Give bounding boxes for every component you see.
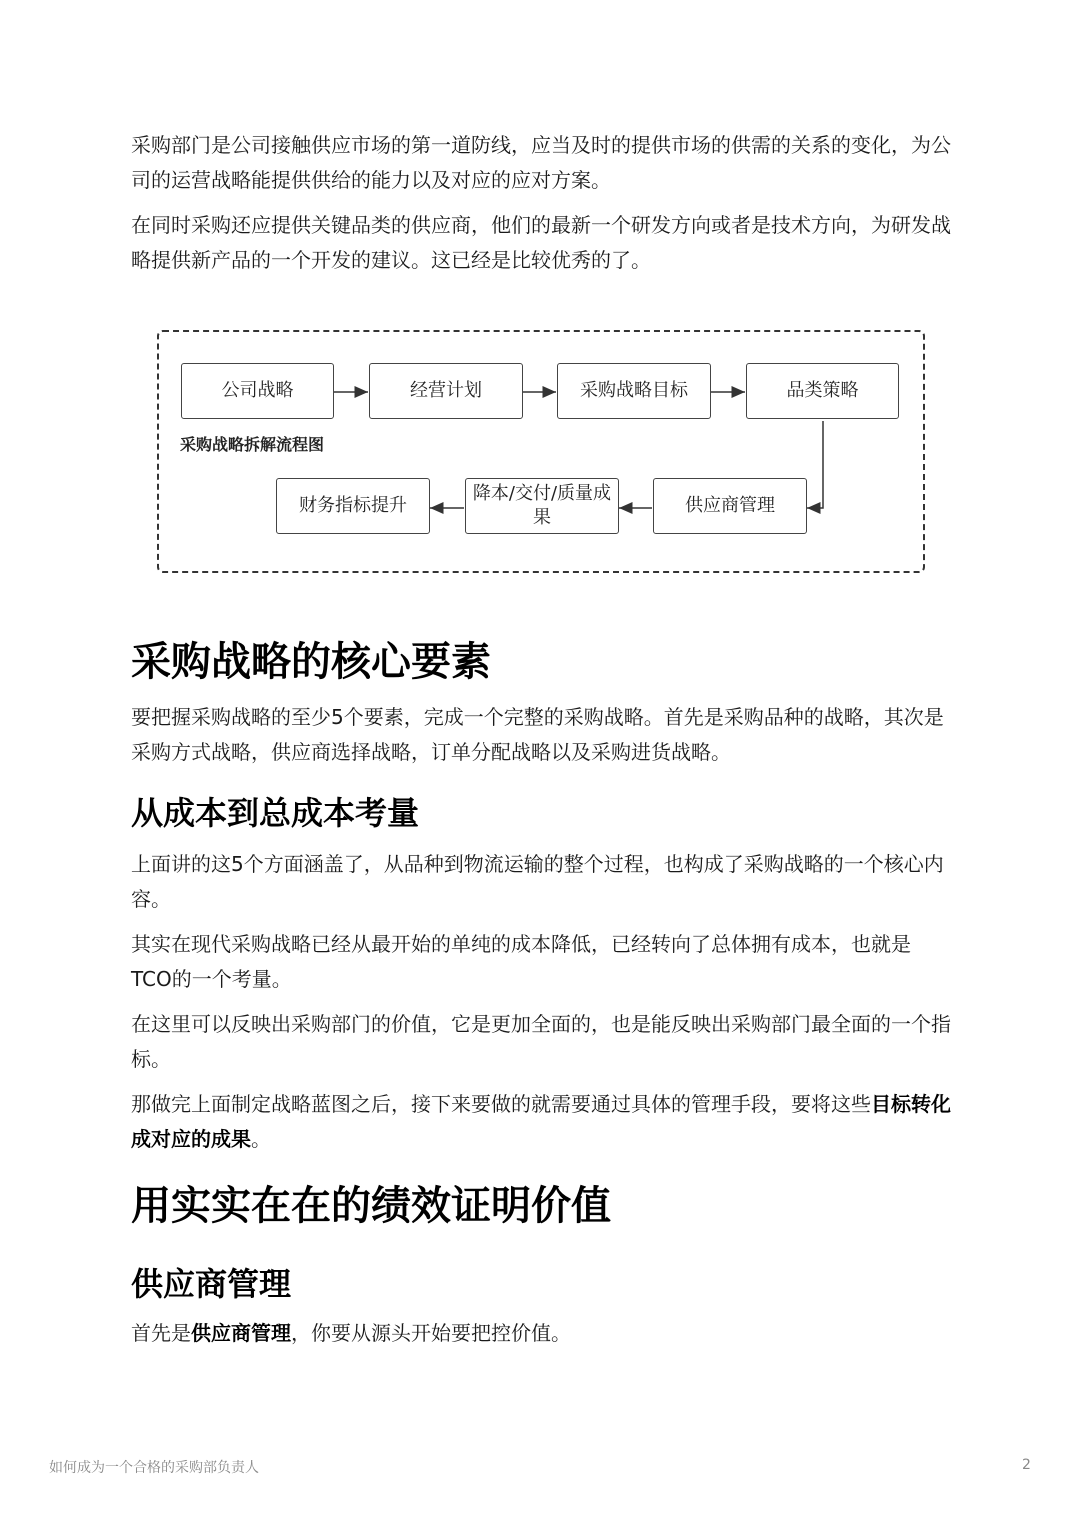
intro-block bbox=[131, 128, 951, 288]
flowchart-caption: 采购战略拆解流程图 bbox=[180, 435, 325, 454]
footer-page-number: 2 bbox=[1022, 1457, 1031, 1473]
node-supplier-management: 供应商管理 bbox=[653, 478, 807, 534]
arrow-4 bbox=[807, 421, 823, 508]
section-total-cost bbox=[131, 789, 951, 1167]
footer-document-title: 如何成为一个合格的采购部负责人 bbox=[49, 1460, 259, 1476]
total-cost-paragraph-4 bbox=[131, 1087, 951, 1157]
core-elements-paragraph: 要把握采购战略的至少5个要素，完成一个完整的采购战略。首先是采购品种的战略，其次是采购方式战略，供应商选择战略，订单分配战略以及采购进货战略。 bbox=[131, 705, 944, 764]
intro-paragraph-2: 在同时采购还应提供关键品类的供应商，他们的最新一个研发方向或者是技术方向，为研发战略提供新产品的一个开发的建议。这已经是比较优秀的了。 bbox=[131, 213, 951, 272]
supplier-management-paragraph bbox=[131, 1316, 951, 1351]
p4-bold-text: 目标转化成对应的成果 bbox=[131, 1092, 951, 1151]
node-cost-delivery-quality: 降本/交付/质量成果 bbox=[465, 478, 619, 534]
node-company-strategy: 公司战略 bbox=[181, 363, 334, 419]
section-performance bbox=[131, 1176, 951, 1361]
p1-bold-text: 供应商管理 bbox=[191, 1321, 291, 1345]
strategy-flowchart bbox=[157, 330, 925, 573]
heading-performance: 用实实在在的绩效证明价值 bbox=[131, 1183, 611, 1229]
section-core-elements bbox=[131, 632, 951, 780]
heading-core-elements: 采购战略的核心要素 bbox=[131, 639, 491, 685]
node-procurement-goals: 采购战略目标 bbox=[557, 363, 711, 419]
heading-supplier-management: 供应商管理 bbox=[131, 1265, 292, 1303]
node-financial-metrics: 财务指标提升 bbox=[276, 478, 430, 534]
node-business-plan: 经营计划 bbox=[369, 363, 523, 419]
total-cost-paragraph-1: 上面讲的这5个方面涵盖了，从品种到物流运输的整个过程，也构成了采购战略的一个核心内容。 bbox=[131, 852, 944, 911]
p4-end-text: 。 bbox=[251, 1127, 271, 1151]
total-cost-paragraph-2: 其实在现代采购战略已经从最开始的单纯的成本降低，已经转向了总体拥有成本，也就是TCO的一个考量。 bbox=[131, 932, 911, 991]
heading-total-cost: 从成本到总成本考量 bbox=[131, 794, 420, 832]
intro-paragraph-1: 采购部门是公司接触供应市场的第一道防线，应当及时的提供市场的供需的关系的变化，为公司的运营战略能提供供给的能力以及对应的应对方案。 bbox=[131, 133, 951, 192]
p4-plain-text: 那做完上面制定战略蓝图之后，接下来要做的就需要通过具体的管理手段，要将这些 bbox=[131, 1092, 871, 1116]
p1-start-text: 首先是 bbox=[131, 1321, 191, 1345]
p1-end-text: ，你要从源头开始要把控价值。 bbox=[291, 1321, 571, 1345]
total-cost-paragraph-3: 在这里可以反映出采购部门的价值，它是更加全面的，也是能反映出采购部门最全面的一个指标。 bbox=[131, 1012, 951, 1071]
node-category-strategy: 品类策略 bbox=[746, 363, 899, 419]
